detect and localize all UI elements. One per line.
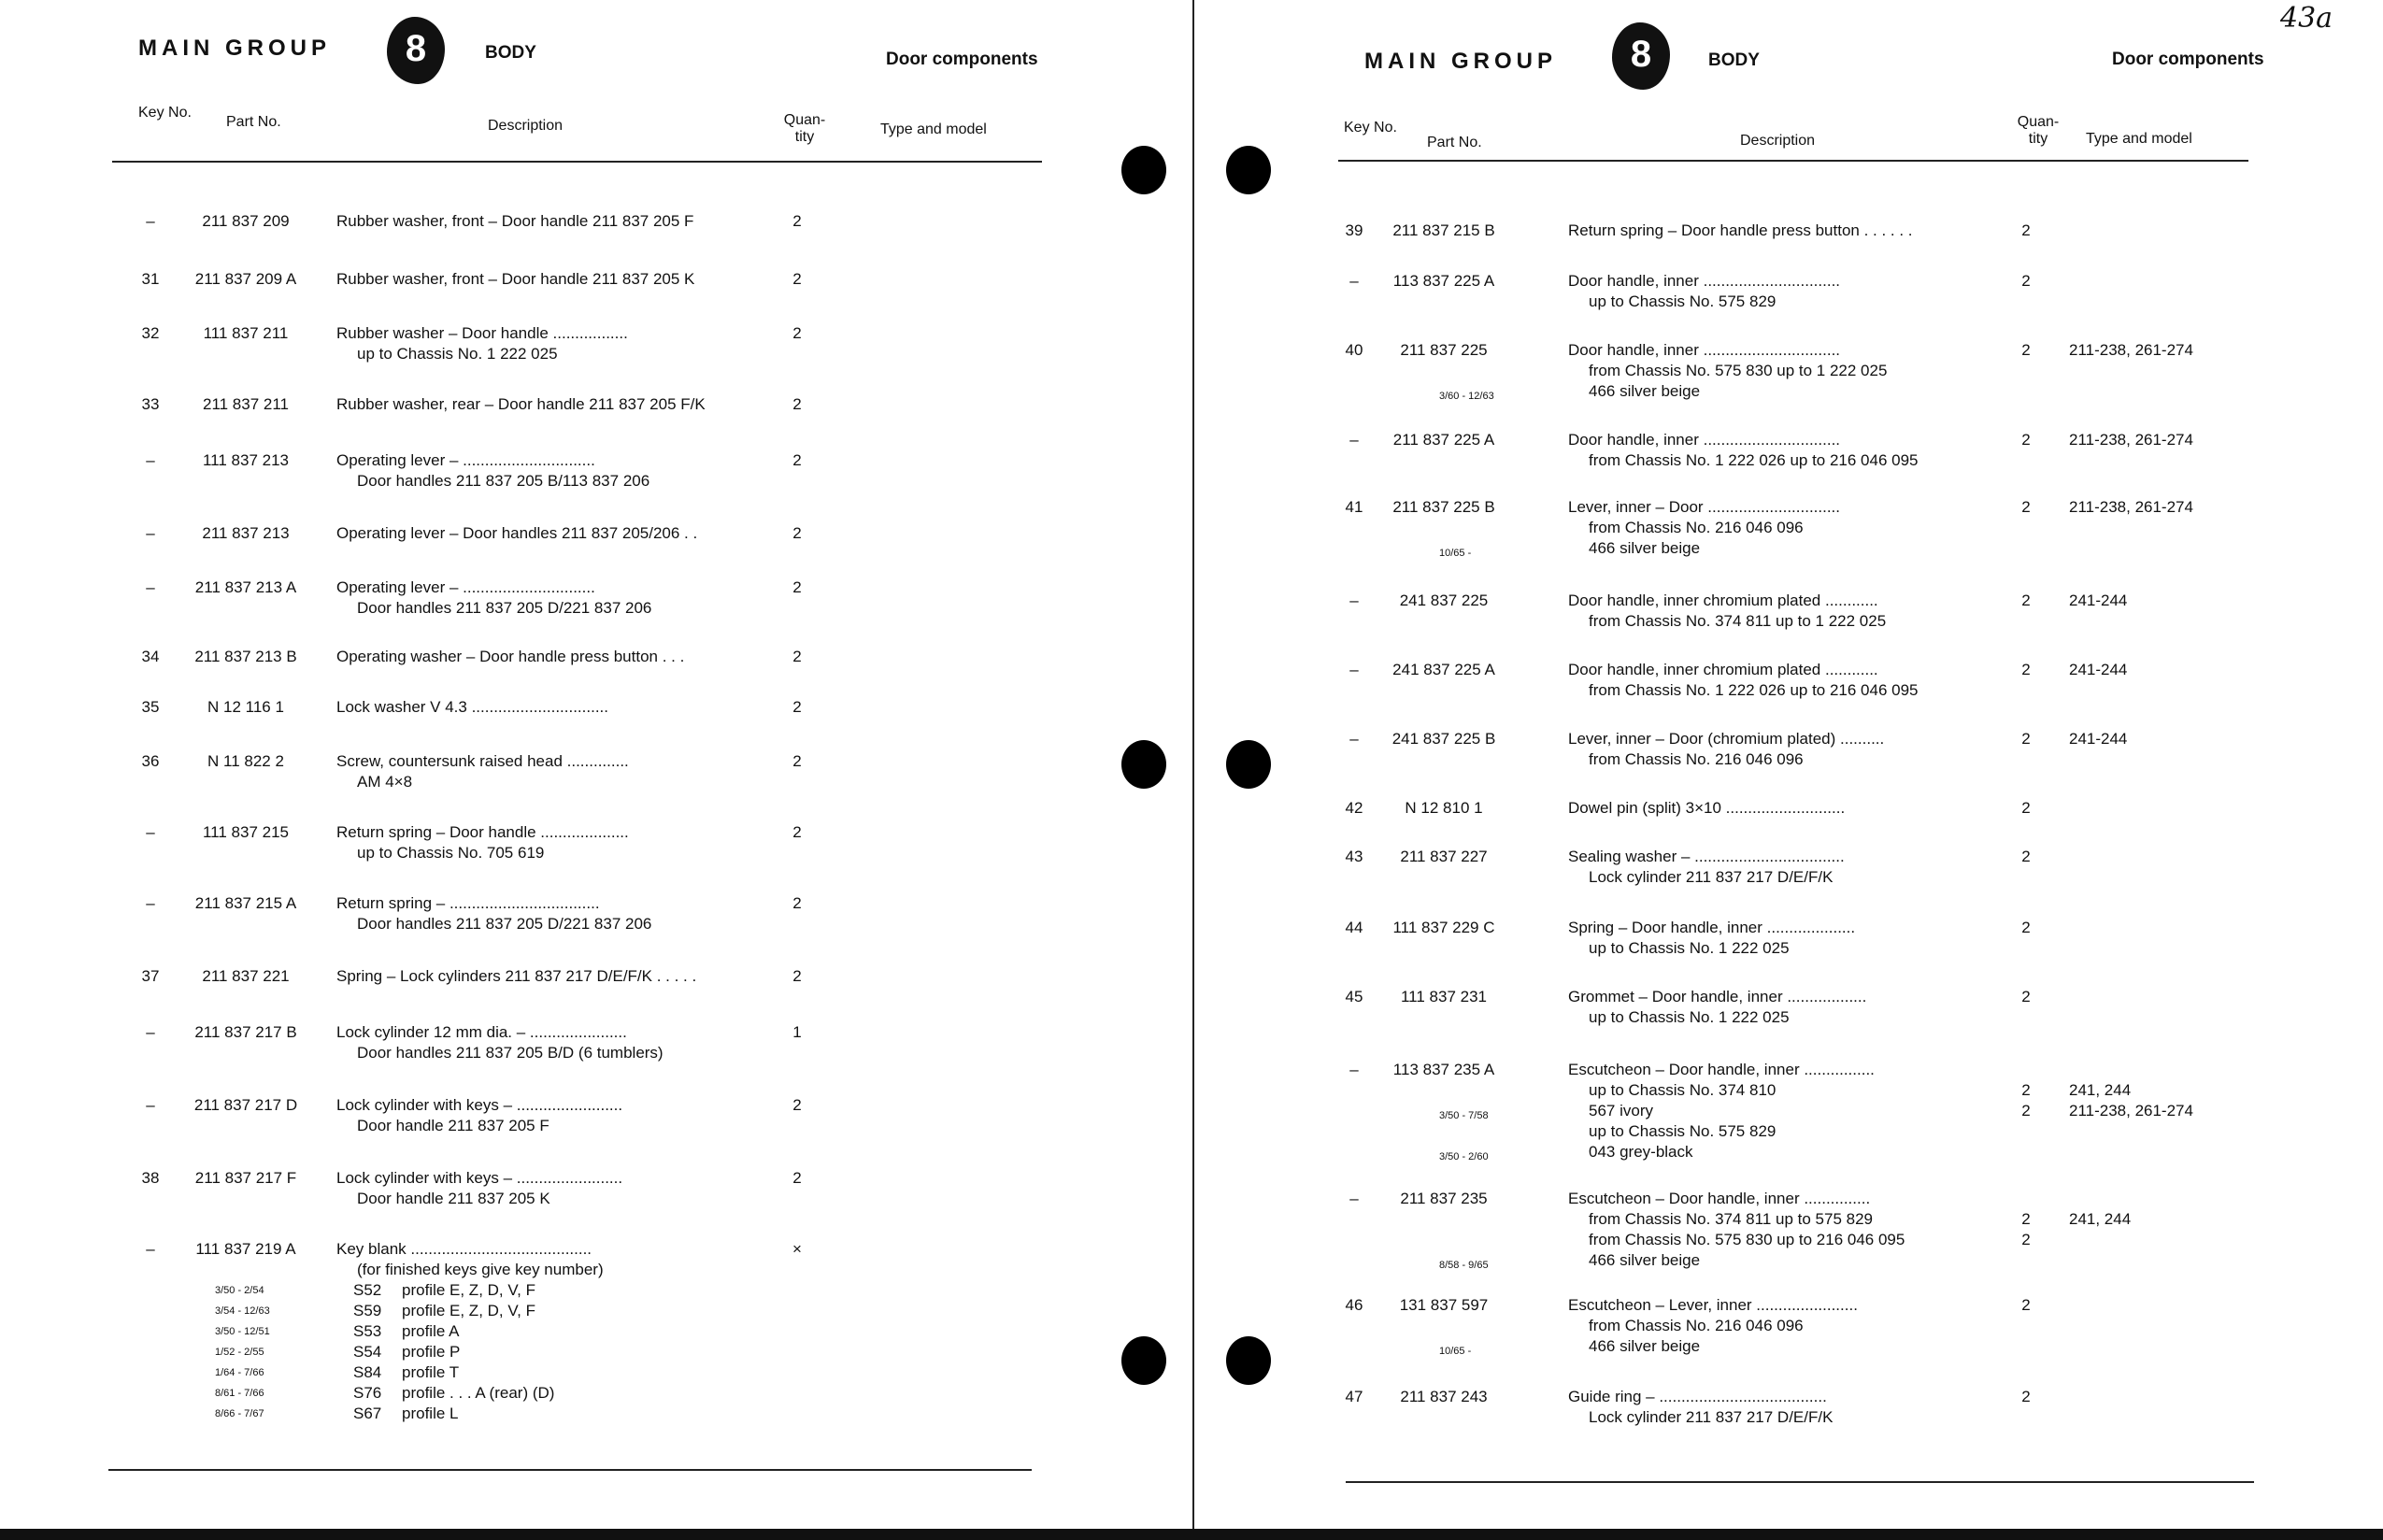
description [336, 578, 651, 619]
key-number: – [146, 524, 155, 542]
quantity: 2 [792, 578, 802, 596]
quantity: 2 [792, 451, 802, 469]
description-line: Lock washer V 4.3 ............................... [336, 698, 608, 716]
description-line: Escutcheon – Door handle, inner ................ [1568, 1061, 1875, 1078]
header-part-no: Part No. [226, 114, 281, 130]
quantity: 2 [792, 967, 802, 985]
description-line: Operating washer – Door handle press button . . . [336, 648, 685, 665]
main-group-label: MAIN GROUP [138, 36, 331, 61]
quantity: 2 [2021, 661, 2031, 678]
description [336, 394, 706, 415]
part-number: 211 837 225 B [1392, 498, 1495, 516]
quantity: 2 [792, 648, 802, 665]
part-number: 211 837 209 A [194, 270, 297, 288]
description-line: Escutcheon – Door handle, inner ............... [1568, 1190, 1871, 1207]
description-line: 043 grey-black [1589, 1143, 1693, 1161]
description [336, 966, 696, 987]
part-number: 241 837 225 [1399, 592, 1489, 609]
part-number: 211 837 213 A [194, 578, 297, 596]
part-number: 211 837 225 [1400, 341, 1488, 359]
footer-rule [108, 1469, 1032, 1471]
description [336, 1022, 664, 1063]
part-number: 211 837 243 [1400, 1388, 1488, 1405]
part-number: 211 837 211 [202, 395, 289, 413]
description-line: Grommet – Door handle, inner .................. [1568, 988, 1867, 1005]
description-line: Lock cylinder with keys – ........................ [336, 1169, 623, 1187]
description-line: Lock cylinder 211 837 217 D/E/F/K [1589, 868, 1834, 886]
description [336, 1095, 622, 1136]
part-number: 211 837 217 F [194, 1169, 297, 1187]
group-number: 8 [405, 28, 427, 69]
header-type-model: Type and model [880, 121, 987, 137]
part-number: 211 837 221 [202, 967, 290, 985]
quantity: 2 [2021, 592, 2031, 609]
key-number: – [146, 894, 155, 912]
description [1568, 497, 1840, 559]
binder-hole [1121, 146, 1166, 194]
header-description: Description [1740, 133, 1816, 149]
date-range: 3/50 - 7/58 [1439, 1110, 1489, 1121]
profile-code: S76 [353, 1384, 382, 1402]
description-line: from Chassis No. 374 811 up to 1 222 025 [1589, 612, 1887, 630]
page-mark: 43a [2280, 2, 2333, 35]
part-number: 211 837 215 A [194, 894, 297, 912]
description-line: Door handle, inner ............................... [1568, 272, 1841, 290]
profile-code: S59 [353, 1302, 382, 1319]
part-number: 211 837 235 [1400, 1190, 1488, 1207]
profile-code: S53 [353, 1322, 382, 1340]
quantity: 2 [2021, 988, 2031, 1005]
header-part-no: Part No. [1427, 135, 1482, 150]
description-line: 466 silver beige [1589, 382, 1701, 400]
key-number: 47 [1345, 1388, 1363, 1405]
key-number: – [146, 212, 155, 230]
part-number: 241 837 225 B [1391, 730, 1496, 748]
part-number: 211 837 213 B [194, 648, 297, 665]
key-number: 46 [1345, 1296, 1363, 1314]
description-line: 466 silver beige [1589, 1337, 1701, 1355]
description [336, 211, 693, 232]
type-model: 241, 244 [2069, 1081, 2132, 1099]
key-number: 39 [1345, 221, 1363, 239]
part-number: 211 837 215 B [1392, 221, 1495, 239]
part-number: 111 837 219 A [195, 1240, 296, 1258]
description-line: Key blank ......................................... [336, 1240, 592, 1258]
part-number: 111 837 231 [1400, 988, 1487, 1005]
profile-date: 1/64 - 7/66 [215, 1367, 264, 1378]
key-number: – [146, 823, 155, 841]
key-number: 42 [1345, 799, 1363, 817]
part-number: 211 837 213 [202, 524, 290, 542]
description [1568, 918, 1855, 959]
key-number: – [1349, 661, 1359, 678]
key-number: 37 [141, 967, 160, 985]
description-line: Rubber washer – Door handle ................. [336, 324, 628, 342]
quantity: 2 [2021, 1231, 2031, 1248]
description-line: (for finished keys give key number) [357, 1261, 604, 1278]
key-number: 41 [1345, 498, 1363, 516]
profile-code: S67 [353, 1405, 382, 1422]
description-line: Operating lever – .............................. [336, 578, 595, 596]
quantity: 2 [792, 395, 802, 413]
profile-code: S54 [353, 1343, 382, 1361]
binder-hole [1226, 1336, 1271, 1385]
section-label: BODY [485, 43, 536, 63]
description [336, 647, 684, 667]
description-line: 567 ivory [1589, 1102, 1653, 1119]
part-number: 241 837 225 A [1392, 661, 1495, 678]
type-model: 241, 244 [2069, 1210, 2132, 1228]
quantity: 2 [792, 324, 802, 342]
description-line: 466 silver beige [1589, 539, 1701, 557]
quantity: 2 [2021, 498, 2031, 516]
profile-date: 8/66 - 7/67 [215, 1408, 264, 1419]
description [1568, 1189, 1905, 1271]
quantity: 2 [2021, 1296, 2031, 1314]
description-line: Rubber washer, front – Door handle 211 837 205 F [336, 212, 694, 230]
type-model: 241-244 [2069, 730, 2128, 748]
quantity: × [792, 1240, 802, 1258]
key-number: 45 [1345, 988, 1363, 1005]
description-line: from Chassis No. 374 811 up to 575 829 [1589, 1210, 1873, 1228]
description-line: Escutcheon – Lever, inner ....................... [1568, 1296, 1858, 1314]
quantity: 2 [2021, 272, 2031, 290]
quantity: 2 [2021, 730, 2031, 748]
profile-date: 8/61 - 7/66 [215, 1388, 264, 1399]
key-number: – [1349, 431, 1359, 449]
key-number: 34 [141, 648, 160, 665]
profile-text: profile A [402, 1322, 460, 1340]
key-number: 43 [1345, 848, 1363, 865]
header-description: Description [488, 118, 564, 134]
type-model: 211-238, 261-274 [2069, 1102, 2193, 1119]
page-title: Door components [2112, 50, 2264, 69]
part-number: 211 837 209 [202, 212, 290, 230]
key-number: – [1349, 1061, 1359, 1078]
key-number: – [146, 451, 155, 469]
quantity: 2 [2021, 1102, 2031, 1119]
description-line: from Chassis No. 1 222 026 up to 216 046 095 [1589, 451, 1919, 469]
description [1568, 221, 1913, 241]
part-number: 131 837 597 [1399, 1296, 1489, 1314]
profile-code: S52 [353, 1281, 382, 1299]
description [1568, 1060, 1875, 1162]
date-range: 10/65 - [1439, 548, 1472, 559]
description [336, 523, 697, 544]
profile-text: profile . . . A (rear) (D) [402, 1384, 555, 1402]
profile-date: 3/54 - 12/63 [215, 1305, 270, 1317]
quantity: 2 [2021, 799, 2031, 817]
part-number: 211 837 217 D [193, 1096, 298, 1114]
part-number: N 11 822 2 [207, 752, 284, 770]
quantity: 2 [2021, 1388, 2031, 1405]
header-quantity: Quan- tity [2017, 114, 2060, 147]
header-rule [1338, 160, 2248, 162]
description [1568, 1295, 1858, 1357]
profile-date: 1/52 - 2/55 [215, 1347, 264, 1358]
description [1568, 660, 1919, 701]
description-line: from Chassis No. 216 046 096 [1589, 1317, 1804, 1334]
part-number: 111 837 211 [203, 324, 289, 342]
type-model: 241-244 [2069, 592, 2128, 609]
date-range: 10/65 - [1439, 1346, 1472, 1357]
description-line: Lever, inner – Door (chromium plated) .......... [1568, 730, 1885, 748]
description [1568, 729, 1884, 770]
description-line: Rubber washer, rear – Door handle 211 837 205 F/K [336, 395, 706, 413]
description-line: Spring – Lock cylinders 211 837 217 D/E/F/K . . . . . [336, 967, 697, 985]
part-number: 113 837 235 A [1392, 1061, 1495, 1078]
description-line: from Chassis No. 1 222 026 up to 216 046 095 [1589, 681, 1919, 699]
type-model: 211-238, 261-274 [2069, 431, 2193, 449]
profile-text: profile T [402, 1363, 460, 1381]
header-quantity: Quan- tity [783, 112, 826, 145]
description [336, 323, 628, 364]
footer-rule [1346, 1481, 2254, 1483]
description-line: from Chassis No. 216 046 096 [1589, 519, 1804, 536]
description [1568, 798, 1845, 819]
profile-text: profile E, Z, D, V, F [402, 1281, 535, 1299]
description-line: Dowel pin (split) 3×10 ........................... [1568, 799, 1846, 817]
description [336, 751, 629, 792]
description-line: from Chassis No. 575 830 up to 216 046 095 [1589, 1231, 1905, 1248]
quantity: 2 [2021, 848, 2031, 865]
description [336, 1168, 622, 1209]
group-number-badge [1612, 22, 1670, 90]
description-line: Door handle, inner chromium plated ............ [1568, 661, 1878, 678]
part-number: 111 837 213 [202, 451, 289, 469]
description-line: Door handle, inner ............................... [1568, 431, 1841, 449]
quantity: 2 [792, 270, 802, 288]
part-number: 211 837 225 A [1392, 431, 1495, 449]
key-number: 38 [141, 1169, 160, 1187]
key-number: 36 [141, 752, 160, 770]
binder-hole [1226, 740, 1271, 789]
description [1568, 591, 1886, 632]
key-number: 40 [1345, 341, 1363, 359]
quantity: 2 [792, 894, 802, 912]
left-page [0, 0, 1192, 1529]
date-range: 3/60 - 12/63 [1439, 391, 1494, 402]
quantity: 2 [792, 1169, 802, 1187]
description-line: from Chassis No. 216 046 096 [1589, 750, 1804, 768]
part-number: 111 837 215 [202, 823, 289, 841]
description [336, 450, 649, 492]
date-range: 3/50 - 2/60 [1439, 1151, 1489, 1162]
description-line: Return spring – .................................. [336, 894, 600, 912]
description [1568, 1387, 1833, 1428]
description [1568, 340, 1887, 402]
quantity: 2 [792, 698, 802, 716]
type-model: 211-238, 261-274 [2069, 498, 2193, 516]
description-line: up to Chassis No. 575 829 [1589, 292, 1777, 310]
key-number: 44 [1345, 919, 1363, 936]
description-line: up to Chassis No. 705 619 [357, 844, 545, 862]
description [336, 893, 651, 934]
profile-text: profile L [402, 1405, 459, 1422]
description [336, 1239, 604, 1280]
description-line: Spring – Door handle, inner .................... [1568, 919, 1856, 936]
part-number: N 12 810 1 [1405, 799, 1483, 817]
description [1568, 430, 1919, 471]
description-line: 466 silver beige [1589, 1251, 1701, 1269]
key-number: – [146, 1240, 155, 1258]
key-number: – [1349, 272, 1359, 290]
description-line: from Chassis No. 575 830 up to 1 222 025 [1589, 362, 1888, 379]
key-number: – [1349, 592, 1359, 609]
header-rule [112, 161, 1042, 163]
part-number: 111 837 229 C [1392, 919, 1495, 936]
part-number: 113 837 225 A [1392, 272, 1495, 290]
type-model: 211-238, 261-274 [2069, 341, 2193, 359]
scan-edge [0, 1529, 2383, 1540]
quantity: 2 [792, 752, 802, 770]
description-line: Operating lever – .............................. [336, 451, 595, 469]
description-line: Lock cylinder with keys – ........................ [336, 1096, 623, 1114]
date-range: 8/58 - 9/65 [1439, 1260, 1489, 1271]
description-line: Screw, countersunk raised head .............. [336, 752, 629, 770]
description-line: up to Chassis No. 1 222 025 [357, 345, 558, 363]
description-line: Guide ring – ...................................... [1568, 1388, 1827, 1405]
description-line: up to Chassis No. 1 222 025 [1589, 939, 1790, 957]
description [336, 269, 694, 290]
group-number: 8 [1630, 34, 1652, 75]
quantity: 2 [2021, 919, 2031, 936]
description-line: Lock cylinder 12 mm dia. – ...................... [336, 1023, 627, 1041]
key-number: – [1349, 730, 1359, 748]
binder-hole [1226, 146, 1271, 194]
main-group-label: MAIN GROUP [1364, 49, 1557, 74]
quantity: 2 [792, 1096, 802, 1114]
description [336, 697, 608, 718]
header-key-no: Key No. [138, 105, 192, 121]
profile-date: 3/50 - 2/54 [215, 1285, 264, 1296]
description-line: AM 4×8 [357, 773, 413, 791]
profile-text: profile P [402, 1343, 461, 1361]
type-model: 241-244 [2069, 661, 2128, 678]
page-title: Door components [886, 50, 1038, 69]
profile-code: S84 [353, 1363, 382, 1381]
key-number: – [146, 1023, 155, 1041]
profile-text: profile E, Z, D, V, F [402, 1302, 535, 1319]
description-line: Door handles 211 837 205 B/D (6 tumblers) [357, 1044, 664, 1062]
quantity: 2 [2021, 431, 2031, 449]
quantity: 2 [2021, 1081, 2031, 1099]
description-line: Sealing washer – .................................. [1568, 848, 1845, 865]
description [1568, 987, 1866, 1028]
quantity: 2 [792, 524, 802, 542]
description-line: Rubber washer, front – Door handle 211 837 205 K [336, 270, 695, 288]
description [1568, 847, 1845, 888]
description-line: Door handles 211 837 205 D/221 837 206 [357, 915, 652, 933]
description [1568, 271, 1840, 312]
key-number: – [146, 1096, 155, 1114]
binder-hole [1121, 740, 1166, 789]
section-label: BODY [1708, 50, 1760, 70]
description-line: Door handle, inner ............................... [1568, 341, 1841, 359]
right-page [1200, 0, 2383, 1529]
quantity: 2 [792, 212, 802, 230]
quantity: 2 [2021, 221, 2031, 239]
binder-hole [1121, 1336, 1166, 1385]
key-number: 35 [141, 698, 160, 716]
description-line: Door handle, inner chromium plated ............ [1568, 592, 1878, 609]
description-line: Lever, inner – Door .............................. [1568, 498, 1841, 516]
key-number: 33 [141, 395, 160, 413]
description-line: Door handles 211 837 205 D/221 837 206 [357, 599, 652, 617]
description-line: up to Chassis No. 575 829 [1589, 1122, 1777, 1140]
key-number: – [146, 578, 155, 596]
description-line: Door handles 211 837 205 B/113 837 206 [357, 472, 650, 490]
key-number: 31 [141, 270, 160, 288]
quantity: 2 [2021, 1210, 2031, 1228]
description-line: up to Chassis No. 374 810 [1589, 1081, 1777, 1099]
description-line: Lock cylinder 211 837 217 D/E/F/K [1589, 1408, 1834, 1426]
quantity: 2 [792, 823, 802, 841]
description-line: Door handle 211 837 205 K [357, 1190, 550, 1207]
part-number: 211 837 227 [1400, 848, 1488, 865]
profile-date: 3/50 - 12/51 [215, 1326, 270, 1337]
description-line: Door handle 211 837 205 F [357, 1117, 549, 1134]
description-line: Return spring – Door handle .................... [336, 823, 629, 841]
description-line: Return spring – Door handle press button . . . . . . [1568, 221, 1913, 239]
part-number: N 12 116 1 [207, 698, 284, 716]
description-line: up to Chassis No. 1 222 025 [1589, 1008, 1790, 1026]
quantity: 2 [2021, 341, 2031, 359]
quantity: 1 [792, 1023, 802, 1041]
key-number: – [1349, 1190, 1359, 1207]
header-type-model: Type and model [2086, 131, 2192, 147]
description [336, 822, 629, 863]
header-key-no: Key No. [1344, 120, 1397, 135]
part-number: 211 837 217 B [194, 1023, 297, 1041]
description-line: Operating lever – Door handles 211 837 205/206 . . [336, 524, 698, 542]
key-number: 32 [141, 324, 160, 342]
group-number-badge [387, 17, 445, 84]
